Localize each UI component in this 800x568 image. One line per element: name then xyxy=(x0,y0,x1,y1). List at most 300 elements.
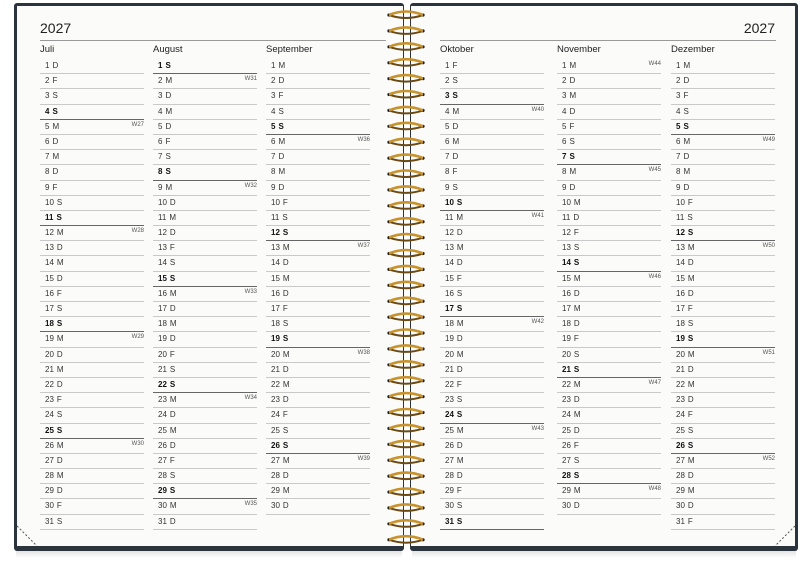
day-number: 21 xyxy=(445,364,454,374)
day-row[interactable] xyxy=(266,241,370,256)
day-row[interactable] xyxy=(557,181,661,196)
day-number: 4 xyxy=(676,106,681,116)
day-row[interactable] xyxy=(266,105,370,120)
day-row[interactable] xyxy=(440,378,544,393)
day-row[interactable] xyxy=(153,499,257,514)
day-number: 3 xyxy=(158,91,163,101)
day-row[interactable] xyxy=(440,226,544,241)
day-row[interactable] xyxy=(266,89,370,104)
day-row[interactable] xyxy=(266,181,370,196)
weekday-letter: M xyxy=(282,243,290,253)
day-row[interactable] xyxy=(40,74,144,89)
day-number: 20 xyxy=(271,349,280,359)
day-row[interactable] xyxy=(40,363,144,378)
day-row[interactable] xyxy=(557,74,661,89)
weekday-letter: M xyxy=(687,243,695,253)
day-row[interactable] xyxy=(153,89,257,104)
day-row[interactable] xyxy=(153,287,257,302)
day-row[interactable] xyxy=(153,74,257,89)
weekday-letter: M xyxy=(282,379,290,389)
day-row[interactable] xyxy=(153,196,257,211)
day-row[interactable] xyxy=(671,484,775,499)
day-row[interactable] xyxy=(671,211,775,226)
day-row[interactable] xyxy=(153,105,257,120)
day-row[interactable] xyxy=(153,272,257,287)
day-row[interactable] xyxy=(440,332,544,347)
day-row[interactable] xyxy=(266,226,370,241)
weekday-letter: D xyxy=(169,304,176,313)
day-number: 16 xyxy=(445,288,454,298)
day-number: 30 xyxy=(562,501,571,511)
day-row[interactable] xyxy=(557,439,661,454)
day-row[interactable] xyxy=(266,120,370,135)
weekday-letter: S xyxy=(687,440,694,450)
weekday-letter: D xyxy=(456,228,463,238)
day-row[interactable] xyxy=(40,317,144,332)
day-row[interactable] xyxy=(40,287,144,302)
day-row[interactable] xyxy=(440,469,544,484)
day-number: 18 xyxy=(676,319,685,329)
day-row[interactable] xyxy=(557,408,661,423)
binding-ring xyxy=(387,218,424,225)
day-row[interactable] xyxy=(671,150,775,165)
day-row[interactable] xyxy=(671,135,775,150)
day-row[interactable] xyxy=(266,272,370,287)
day-row[interactable] xyxy=(40,120,144,135)
day-row[interactable] xyxy=(40,454,144,469)
day-row[interactable] xyxy=(557,120,661,135)
day-row[interactable] xyxy=(557,348,661,363)
day-row[interactable] xyxy=(440,515,544,530)
day-row[interactable] xyxy=(153,408,257,423)
day-number: 3 xyxy=(271,91,276,101)
day-row[interactable] xyxy=(40,256,144,271)
weekday-letter: S xyxy=(452,182,458,192)
day-number: 19 xyxy=(45,334,54,344)
binding-ring xyxy=(387,345,424,352)
day-number: 29 xyxy=(271,486,280,496)
weekday-letter: S xyxy=(56,425,63,435)
day-number: 5 xyxy=(445,121,450,131)
day-number: 19 xyxy=(676,334,685,344)
month-name: Oktober xyxy=(440,44,474,55)
day-row[interactable] xyxy=(153,332,257,347)
day-row[interactable] xyxy=(40,469,144,484)
day-row[interactable] xyxy=(153,211,257,226)
day-row[interactable] xyxy=(153,348,257,363)
day-number: 15 xyxy=(562,273,571,283)
weekday-letter: S xyxy=(569,136,575,146)
day-number: 9 xyxy=(45,182,50,192)
day-row[interactable] xyxy=(266,408,370,423)
day-row[interactable] xyxy=(671,317,775,332)
day-row[interactable] xyxy=(266,348,370,363)
day-number: 31 xyxy=(45,516,54,526)
binding-ring xyxy=(387,171,424,178)
day-row[interactable] xyxy=(671,74,775,89)
day-number: 13 xyxy=(158,243,167,253)
weekday-letter: S xyxy=(169,486,176,496)
right-page[interactable] xyxy=(411,6,795,546)
day-row[interactable] xyxy=(266,424,370,439)
binding-ring xyxy=(387,393,424,400)
weekday-letter: M xyxy=(56,364,64,374)
weekday-letter: S xyxy=(573,349,580,359)
binding-ring xyxy=(387,298,424,305)
day-row[interactable] xyxy=(440,363,544,378)
day-number: 7 xyxy=(562,152,567,162)
day-row[interactable] xyxy=(671,439,775,454)
day-row[interactable] xyxy=(557,424,661,439)
day-row[interactable] xyxy=(153,515,257,530)
day-row[interactable] xyxy=(153,120,257,135)
day-row[interactable] xyxy=(153,393,257,408)
day-number: 31 xyxy=(445,516,454,526)
day-row[interactable] xyxy=(440,120,544,135)
day-row[interactable] xyxy=(557,135,661,150)
day-row[interactable] xyxy=(40,393,144,408)
day-row[interactable] xyxy=(671,408,775,423)
day-row[interactable] xyxy=(557,89,661,104)
day-row[interactable] xyxy=(557,332,661,347)
day-row[interactable] xyxy=(440,59,544,74)
day-row[interactable] xyxy=(40,348,144,363)
day-row[interactable] xyxy=(671,378,775,393)
weekday-letter: M xyxy=(569,167,577,177)
day-row[interactable] xyxy=(671,499,775,514)
day-row[interactable] xyxy=(671,120,775,135)
day-row[interactable] xyxy=(266,287,370,302)
day-row[interactable] xyxy=(266,196,370,211)
day-row[interactable] xyxy=(153,181,257,196)
day-row[interactable] xyxy=(440,393,544,408)
day-row[interactable] xyxy=(440,74,544,89)
day-row[interactable] xyxy=(40,408,144,423)
day-row[interactable] xyxy=(40,196,144,211)
day-row[interactable] xyxy=(671,241,775,256)
weekday-letter: S xyxy=(687,228,694,238)
day-row[interactable] xyxy=(557,105,661,120)
weekday-letter: D xyxy=(282,395,289,405)
day-row[interactable] xyxy=(440,454,544,469)
day-row[interactable] xyxy=(153,135,257,150)
day-row[interactable] xyxy=(440,424,544,439)
day-row[interactable] xyxy=(557,272,661,287)
weekday-letter: S xyxy=(456,304,463,313)
day-row[interactable] xyxy=(266,317,370,332)
day-row[interactable] xyxy=(671,348,775,363)
day-row[interactable] xyxy=(440,165,544,180)
day-row[interactable] xyxy=(440,317,544,332)
day-number: 19 xyxy=(445,334,454,344)
day-number: 17 xyxy=(676,304,685,313)
day-row[interactable] xyxy=(440,211,544,226)
day-row[interactable] xyxy=(153,317,257,332)
day-row[interactable] xyxy=(153,165,257,180)
binding-ring xyxy=(387,330,424,337)
right-header-rule xyxy=(440,40,776,41)
day-row[interactable] xyxy=(40,484,144,499)
binding-ring xyxy=(387,473,424,480)
day-number: 8 xyxy=(158,167,163,177)
weekday-letter: S xyxy=(573,471,580,481)
weekday-letter: F xyxy=(169,349,175,359)
day-number: 6 xyxy=(45,136,50,146)
day-row[interactable] xyxy=(671,424,775,439)
day-row[interactable] xyxy=(671,515,775,530)
week-number: W52 xyxy=(762,455,775,462)
day-row[interactable] xyxy=(266,499,370,514)
day-number: 14 xyxy=(562,258,571,268)
day-row[interactable] xyxy=(557,302,661,317)
weekday-letter: M xyxy=(573,273,581,283)
weekday-letter: M xyxy=(169,501,177,511)
day-row[interactable] xyxy=(266,302,370,317)
binding-ring xyxy=(387,139,424,146)
day-row[interactable] xyxy=(153,226,257,241)
day-row[interactable] xyxy=(557,165,661,180)
weekday-letter: M xyxy=(687,486,695,496)
day-row[interactable] xyxy=(266,393,370,408)
weekday-letter: D xyxy=(282,471,289,481)
day-row[interactable] xyxy=(40,424,144,439)
day-row[interactable] xyxy=(266,59,370,74)
day-row[interactable] xyxy=(557,226,661,241)
day-row[interactable] xyxy=(153,454,257,469)
day-row[interactable] xyxy=(557,59,661,74)
binding-ring xyxy=(387,314,424,321)
day-row[interactable] xyxy=(440,348,544,363)
weekday-letter: D xyxy=(687,364,694,374)
day-row[interactable] xyxy=(266,484,370,499)
day-row[interactable] xyxy=(440,499,544,514)
day-row[interactable] xyxy=(440,181,544,196)
day-row[interactable] xyxy=(266,165,370,180)
weekday-letter: M xyxy=(169,395,177,405)
weekday-letter: S xyxy=(456,395,463,405)
weekday-letter: F xyxy=(569,121,575,131)
day-row[interactable] xyxy=(40,378,144,393)
day-number: 28 xyxy=(562,471,571,481)
day-row[interactable] xyxy=(440,89,544,104)
day-row[interactable] xyxy=(40,302,144,317)
day-row[interactable] xyxy=(671,59,775,74)
day-number: 23 xyxy=(271,395,280,405)
day-row[interactable] xyxy=(266,469,370,484)
weekday-letter: F xyxy=(456,486,462,496)
day-row[interactable] xyxy=(153,150,257,165)
weekday-letter: D xyxy=(56,349,63,359)
day-row[interactable] xyxy=(671,181,775,196)
day-row[interactable] xyxy=(440,287,544,302)
binding-ring xyxy=(387,266,424,273)
day-row[interactable] xyxy=(266,454,370,469)
day-row[interactable] xyxy=(557,378,661,393)
day-row[interactable] xyxy=(153,256,257,271)
day-row[interactable] xyxy=(440,256,544,271)
day-row[interactable] xyxy=(40,499,144,514)
day-row[interactable] xyxy=(440,150,544,165)
left-page[interactable] xyxy=(17,6,403,546)
day-row[interactable] xyxy=(40,165,144,180)
day-row[interactable] xyxy=(557,211,661,226)
day-row[interactable] xyxy=(40,515,144,530)
day-row[interactable] xyxy=(266,332,370,347)
weekday-letter: M xyxy=(282,455,290,465)
day-row[interactable] xyxy=(440,135,544,150)
day-row[interactable] xyxy=(671,226,775,241)
day-row[interactable] xyxy=(671,105,775,120)
day-number: 26 xyxy=(676,440,685,450)
weekday-letter: D xyxy=(683,182,690,192)
day-number: 10 xyxy=(158,197,167,207)
day-number: 13 xyxy=(562,243,571,253)
day-row[interactable] xyxy=(266,135,370,150)
day-row[interactable] xyxy=(671,469,775,484)
week-number: W44 xyxy=(648,61,661,67)
day-row[interactable] xyxy=(153,469,257,484)
weekday-letter: D xyxy=(56,243,63,253)
day-number: 2 xyxy=(45,76,50,86)
day-row[interactable] xyxy=(440,105,544,120)
weekday-letter: F xyxy=(687,410,693,420)
day-number: 17 xyxy=(271,304,280,313)
day-row[interactable] xyxy=(266,378,370,393)
weekday-letter: S xyxy=(573,455,580,465)
day-row[interactable] xyxy=(153,424,257,439)
day-number: 18 xyxy=(271,319,280,329)
week-number: W51 xyxy=(762,349,775,356)
day-row[interactable] xyxy=(671,332,775,347)
weekday-letter: S xyxy=(56,410,63,420)
day-number: 27 xyxy=(676,455,685,465)
day-row[interactable] xyxy=(557,484,661,499)
day-row[interactable] xyxy=(153,439,257,454)
weekday-letter: D xyxy=(169,334,176,344)
day-number: 3 xyxy=(676,91,681,101)
weekday-letter: S xyxy=(687,212,693,222)
weekday-letter: S xyxy=(456,516,463,526)
day-row[interactable] xyxy=(153,302,257,317)
day-row[interactable] xyxy=(440,484,544,499)
day-row[interactable] xyxy=(153,363,257,378)
day-row[interactable] xyxy=(40,272,144,287)
weekday-letter: S xyxy=(569,152,575,162)
day-number: 4 xyxy=(445,106,450,116)
day-number: 3 xyxy=(45,91,50,101)
day-row[interactable] xyxy=(557,287,661,302)
day-row[interactable] xyxy=(671,363,775,378)
day-number: 2 xyxy=(271,76,276,86)
weekday-letter: F xyxy=(56,288,62,298)
day-row[interactable] xyxy=(671,272,775,287)
day-row[interactable] xyxy=(557,150,661,165)
month-name: November xyxy=(557,44,601,55)
weekday-letter: M xyxy=(56,471,64,481)
day-row[interactable] xyxy=(440,196,544,211)
day-row[interactable] xyxy=(266,363,370,378)
day-row[interactable] xyxy=(40,89,144,104)
day-row[interactable] xyxy=(40,150,144,165)
day-row[interactable] xyxy=(266,256,370,271)
weekday-letter: S xyxy=(56,212,62,222)
day-row[interactable] xyxy=(671,196,775,211)
binding-ring xyxy=(387,504,424,511)
day-row[interactable] xyxy=(557,469,661,484)
day-row[interactable] xyxy=(40,211,144,226)
weekday-letter: M xyxy=(165,76,173,86)
day-row[interactable] xyxy=(557,363,661,378)
day-row[interactable] xyxy=(557,317,661,332)
day-number: 14 xyxy=(45,258,54,268)
day-number: 7 xyxy=(45,152,50,162)
left-header-rule xyxy=(40,40,386,41)
week-number: W43 xyxy=(531,425,544,432)
weekday-letter: M xyxy=(282,486,290,496)
day-row[interactable] xyxy=(557,393,661,408)
day-row[interactable] xyxy=(266,74,370,89)
day-row[interactable] xyxy=(40,59,144,74)
day-number: 10 xyxy=(562,197,571,207)
weekday-letter: F xyxy=(456,273,462,283)
day-row[interactable] xyxy=(557,256,661,271)
day-row[interactable] xyxy=(40,226,144,241)
day-row[interactable] xyxy=(153,59,257,74)
weekday-letter: S xyxy=(56,516,63,526)
day-row[interactable] xyxy=(671,302,775,317)
day-row[interactable] xyxy=(40,439,144,454)
day-row[interactable] xyxy=(40,181,144,196)
day-row[interactable] xyxy=(671,454,775,469)
day-row[interactable] xyxy=(671,89,775,104)
day-number: 5 xyxy=(158,121,163,131)
day-row[interactable] xyxy=(557,241,661,256)
day-row[interactable] xyxy=(266,150,370,165)
day-row[interactable] xyxy=(440,408,544,423)
day-row[interactable] xyxy=(557,196,661,211)
day-row[interactable] xyxy=(266,439,370,454)
binding-ring xyxy=(387,234,424,241)
weekday-letter: D xyxy=(52,167,59,177)
day-row[interactable] xyxy=(557,499,661,514)
weekday-letter: M xyxy=(687,379,695,389)
day-row[interactable] xyxy=(440,439,544,454)
day-row[interactable] xyxy=(153,484,257,499)
day-row[interactable] xyxy=(440,241,544,256)
weekday-letter: S xyxy=(169,258,176,268)
day-row[interactable] xyxy=(40,105,144,120)
day-number: 20 xyxy=(676,349,685,359)
day-row[interactable] xyxy=(40,135,144,150)
day-row[interactable] xyxy=(671,165,775,180)
weekday-letter: M xyxy=(278,167,286,177)
day-row[interactable] xyxy=(440,302,544,317)
day-number: 10 xyxy=(45,197,54,207)
day-row[interactable] xyxy=(557,454,661,469)
binding-ring xyxy=(387,489,424,496)
day-row[interactable] xyxy=(671,287,775,302)
day-row[interactable] xyxy=(153,378,257,393)
weekday-letter: S xyxy=(282,212,288,222)
day-row[interactable] xyxy=(671,393,775,408)
day-row[interactable] xyxy=(40,241,144,256)
day-row[interactable] xyxy=(153,241,257,256)
day-row[interactable] xyxy=(671,256,775,271)
day-number: 27 xyxy=(158,455,167,465)
day-row[interactable] xyxy=(40,332,144,347)
day-row[interactable] xyxy=(440,272,544,287)
day-row[interactable] xyxy=(266,211,370,226)
